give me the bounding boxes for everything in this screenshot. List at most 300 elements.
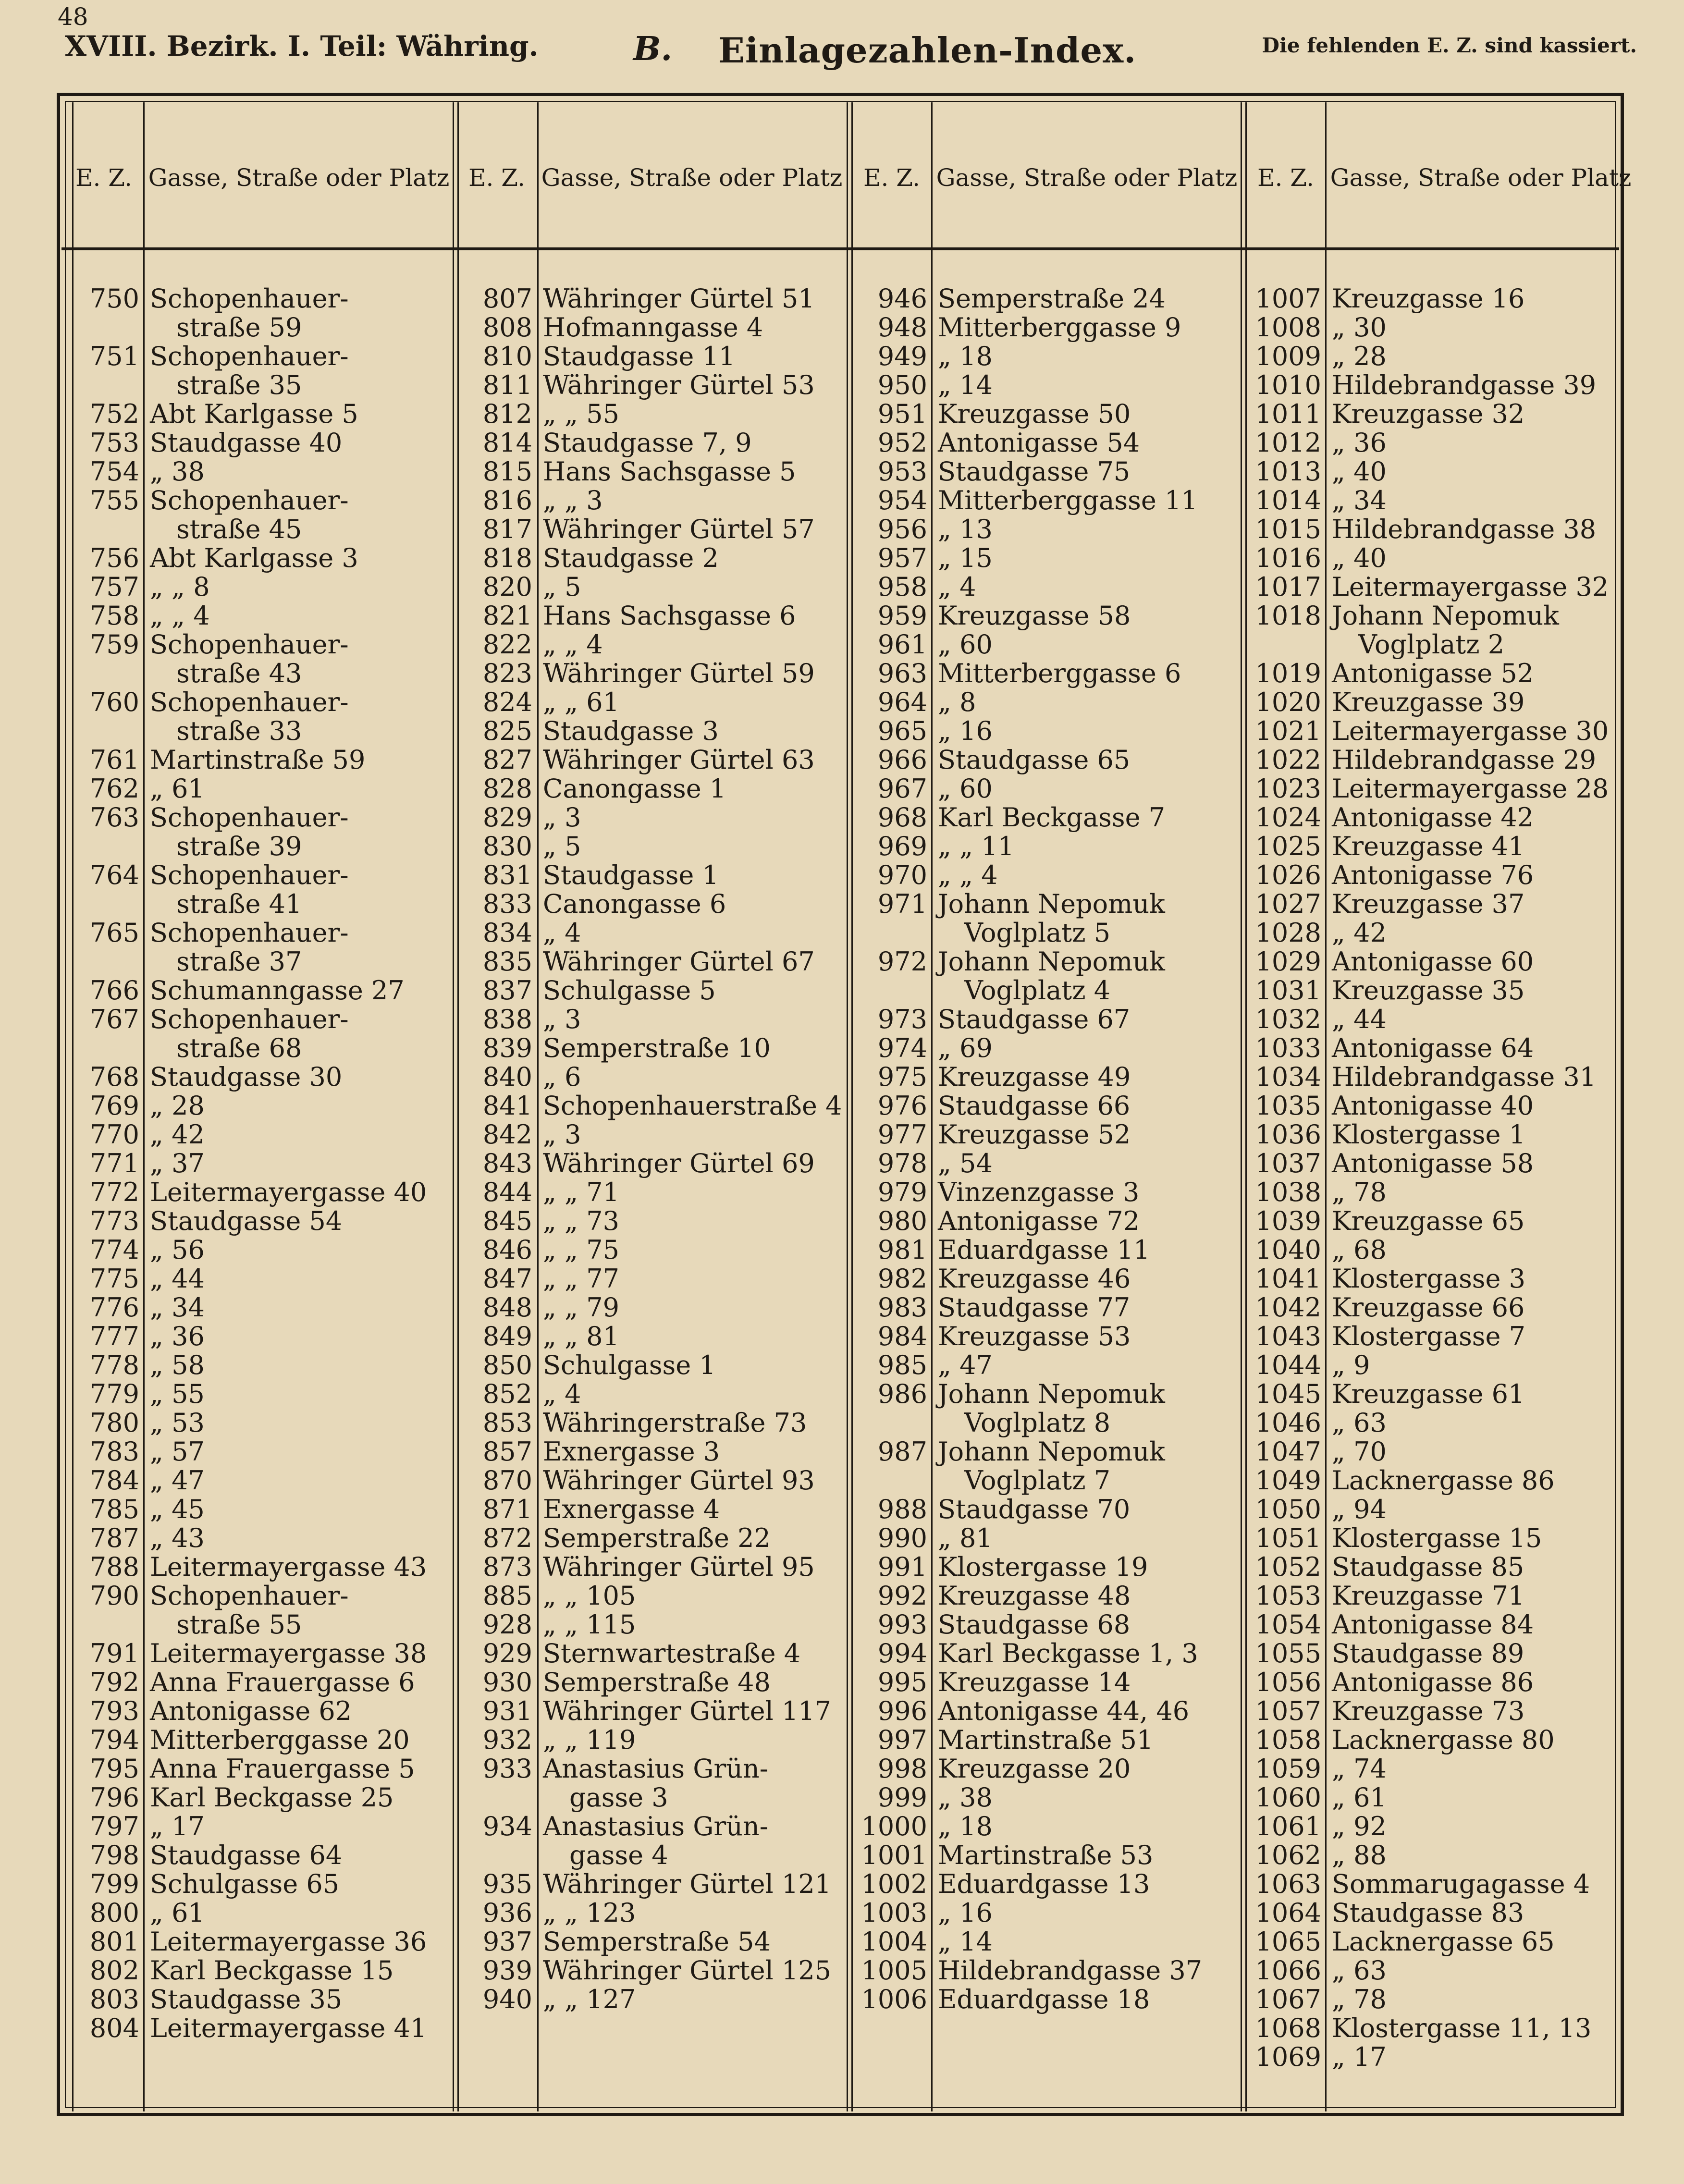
ez-number: 958 — [877, 572, 927, 602]
ez-number: 817 — [482, 514, 532, 544]
street-name: Kreuzgasse 73 — [1332, 1696, 1525, 1726]
column-header-ez: E. Z. — [75, 164, 133, 192]
ez-number: 1009 — [1255, 341, 1321, 371]
street-name: Karl Beckgasse 25 — [150, 1782, 394, 1813]
ez-number: 1053 — [1255, 1581, 1321, 1611]
street-name: Sternwartestraße 4 — [543, 1638, 801, 1669]
street-name: Canongasse 1 — [543, 773, 726, 804]
street-name: Währinger Gürtel 69 — [543, 1148, 815, 1178]
ez-number: 963 — [877, 658, 927, 688]
street-name: gasse 4 — [569, 1840, 668, 1870]
street-name: Klostergasse 15 — [1332, 1523, 1542, 1553]
street-name: Leitermayergasse 28 — [1332, 773, 1609, 804]
street-name: Schopenhauer- — [150, 918, 349, 948]
ez-number: 1024 — [1255, 802, 1321, 833]
ez-number: 1026 — [1255, 860, 1321, 890]
street-name: „ 37 — [150, 1148, 205, 1178]
ez-number: 1010 — [1255, 370, 1321, 400]
street-name: Hildebrandgasse 31 — [1332, 1062, 1597, 1092]
street-name: Staudgasse 77 — [938, 1292, 1131, 1323]
ez-number: 991 — [877, 1552, 927, 1582]
ez-number: 1069 — [1255, 2042, 1321, 2072]
ez-number: 825 — [482, 716, 532, 746]
ez-number: 793 — [89, 1696, 139, 1726]
ez-number: 885 — [482, 1581, 532, 1611]
street-name: „ „ 105 — [543, 1581, 636, 1611]
ez-number: 990 — [877, 1523, 927, 1553]
street-name: Schopenhauer- — [150, 1581, 349, 1611]
street-name: straße 59 — [176, 312, 302, 343]
ez-number: 1052 — [1255, 1552, 1321, 1582]
ez-number: 773 — [89, 1206, 139, 1236]
ez-number: 772 — [89, 1177, 139, 1207]
ez-number: 984 — [877, 1321, 927, 1351]
street-name: Schulgasse 1 — [543, 1350, 716, 1380]
ez-number: 1011 — [1255, 399, 1321, 429]
ez-number: 785 — [89, 1494, 139, 1524]
ez-number: 1032 — [1255, 1004, 1321, 1034]
ez-number: 1055 — [1255, 1638, 1321, 1669]
ez-number: 969 — [877, 831, 927, 861]
street-name: Staudgasse 30 — [150, 1062, 343, 1092]
street-name: Währingerstraße 73 — [543, 1408, 807, 1438]
ez-number: 965 — [877, 716, 927, 746]
ez-number: 1022 — [1255, 745, 1321, 775]
street-name: Kreuzgasse 58 — [938, 601, 1131, 631]
ez-number: 779 — [89, 1379, 139, 1409]
street-name: gasse 3 — [569, 1782, 668, 1813]
ez-number: 1005 — [861, 1955, 927, 1986]
street-name: Voglplatz 7 — [964, 1465, 1111, 1496]
street-name: Leitermayergasse 38 — [150, 1638, 427, 1669]
ez-number: 985 — [877, 1350, 927, 1380]
street-name: „ 16 — [938, 1898, 993, 1928]
street-name: „ 3 — [543, 1004, 581, 1034]
group-rule-a-1 — [453, 102, 454, 2111]
street-name: „ 78 — [1332, 1177, 1387, 1207]
ez-number: 753 — [89, 428, 139, 458]
street-name: „ 44 — [150, 1264, 205, 1294]
street-name: straße 37 — [176, 946, 302, 977]
ez-number: 974 — [877, 1033, 927, 1063]
ez-number: 820 — [482, 572, 532, 602]
ez-number: 981 — [877, 1235, 927, 1265]
ez-number: 1059 — [1255, 1754, 1321, 1784]
street-name: Exnergasse 4 — [543, 1494, 720, 1524]
ez-number: 771 — [89, 1148, 139, 1178]
ez-number: 1057 — [1255, 1696, 1321, 1726]
street-name: Hildebrandgasse 38 — [1332, 514, 1597, 544]
street-name: „ 53 — [150, 1408, 205, 1438]
ez-number: 763 — [89, 802, 139, 833]
street-name: Antonigasse 62 — [150, 1696, 352, 1726]
ez-number: 936 — [482, 1898, 532, 1928]
street-name: „ 63 — [1332, 1408, 1387, 1438]
ez-number — [855, 919, 927, 947]
street-name: Martinstraße 59 — [150, 745, 366, 775]
ez-number: 818 — [482, 543, 532, 573]
ez-number: 1045 — [1255, 1379, 1321, 1409]
ez-number: 1042 — [1255, 1292, 1321, 1323]
ez-number — [460, 1841, 532, 1870]
ez-number: 935 — [482, 1869, 532, 1899]
ez-number: 808 — [482, 312, 532, 343]
street-name: Kreuzgasse 53 — [938, 1321, 1131, 1351]
ez-number: 1001 — [861, 1840, 927, 1870]
ez-column-rule-4 — [1325, 102, 1327, 2111]
ez-number: 961 — [877, 629, 927, 660]
ez-number: 948 — [877, 312, 927, 343]
ez-number: 1062 — [1255, 1840, 1321, 1870]
ez-number: 932 — [482, 1725, 532, 1755]
street-name: straße 68 — [176, 1033, 302, 1063]
ez-number: 1034 — [1255, 1062, 1321, 1092]
ez-number: 833 — [482, 889, 532, 919]
street-name: „ 6 — [543, 1062, 581, 1092]
ez-number: 840 — [482, 1062, 532, 1092]
ez-number: 1039 — [1255, 1206, 1321, 1236]
ez-number: 804 — [89, 2013, 139, 2043]
street-name: Antonigasse 76 — [1332, 860, 1534, 890]
ez-number: 995 — [877, 1667, 927, 1697]
ez-number: 799 — [89, 1869, 139, 1899]
ez-number: 846 — [482, 1235, 532, 1265]
ez-number: 761 — [89, 745, 139, 775]
ez-number: 751 — [89, 341, 139, 371]
street-name: „ 17 — [1332, 2042, 1387, 2072]
street-name: „ 38 — [938, 1782, 993, 1813]
street-name: „ „ 75 — [543, 1235, 619, 1265]
ez-number: 841 — [482, 1091, 532, 1121]
ez-number: 1035 — [1255, 1091, 1321, 1121]
ez-number: 1054 — [1255, 1609, 1321, 1640]
street-name: „ 69 — [938, 1033, 993, 1063]
ez-number: 828 — [482, 773, 532, 804]
street-name: Klostergasse 7 — [1332, 1321, 1525, 1351]
group-rule-b-3 — [1245, 102, 1247, 2111]
ez-number: 1037 — [1255, 1148, 1321, 1178]
street-name: Kreuzgasse 49 — [938, 1062, 1131, 1092]
street-name: Semperstraße 24 — [938, 283, 1166, 314]
street-name: Voglplatz 4 — [964, 975, 1111, 1006]
ez-number: 811 — [482, 370, 532, 400]
ez-number: 873 — [482, 1552, 532, 1582]
ez-number: 968 — [877, 802, 927, 833]
group-rule-b-1 — [457, 102, 459, 2111]
ez-number: 838 — [482, 1004, 532, 1034]
street-name: „ 5 — [543, 831, 581, 861]
ez-number: 839 — [482, 1033, 532, 1063]
ez-number: 1041 — [1255, 1264, 1321, 1294]
ez-number: 784 — [89, 1465, 139, 1496]
ez-number — [67, 890, 139, 919]
ez-number: 1033 — [1255, 1033, 1321, 1063]
street-name: „ 74 — [1332, 1754, 1387, 1784]
ez-number: 1018 — [1255, 601, 1321, 631]
street-name: „ 88 — [1332, 1840, 1387, 1870]
street-name: Antonigasse 58 — [1332, 1148, 1534, 1178]
street-name: „ 68 — [1332, 1235, 1387, 1265]
page-title: Einlagezahlen-Index. — [718, 30, 1137, 71]
street-name: Mitterberggasse 20 — [150, 1725, 410, 1755]
street-name: straße 33 — [176, 716, 302, 746]
ez-number: 758 — [89, 601, 139, 631]
street-name: Canongasse 6 — [543, 889, 726, 919]
ez-number: 807 — [482, 283, 532, 314]
ez-number: 1012 — [1255, 428, 1321, 458]
street-name: Mitterberggasse 6 — [938, 658, 1181, 688]
ez-number: 1065 — [1255, 1926, 1321, 1957]
street-name: Kreuzgasse 61 — [1332, 1379, 1525, 1409]
street-name: „ 14 — [938, 370, 993, 400]
street-name: Schopenhauer- — [150, 802, 349, 833]
ez-number: 824 — [482, 687, 532, 717]
ez-number: 834 — [482, 918, 532, 948]
street-name: Leitermayergasse 40 — [150, 1177, 427, 1207]
ez-number: 928 — [482, 1609, 532, 1640]
street-name: Lacknergasse 86 — [1332, 1465, 1555, 1496]
street-name: Schumanngasse 27 — [150, 975, 405, 1006]
ez-number: 1019 — [1255, 658, 1321, 688]
ez-number: 939 — [482, 1955, 532, 1986]
street-name: Währinger Gürtel 121 — [543, 1869, 832, 1899]
street-name: Kreuzgasse 16 — [1332, 283, 1525, 314]
ez-number: 1004 — [861, 1926, 927, 1957]
ez-number: 1020 — [1255, 687, 1321, 717]
street-name: Staudgasse 64 — [150, 1840, 343, 1870]
ez-number — [67, 1034, 139, 1063]
ez-number: 847 — [482, 1264, 532, 1294]
street-name: Währinger Gürtel 57 — [543, 514, 815, 544]
street-name: Staudgasse 7, 9 — [543, 428, 752, 458]
ez-number: 797 — [89, 1811, 139, 1841]
ez-number: 845 — [482, 1206, 532, 1236]
street-name: Staudgasse 65 — [938, 745, 1131, 775]
column-header-street: Gasse, Straße oder Platz — [148, 164, 450, 192]
street-name: „ „ 71 — [543, 1177, 619, 1207]
street-name: Antonigasse 42 — [1332, 802, 1534, 833]
street-name: „ „ 77 — [543, 1264, 619, 1294]
street-name: „ 30 — [1332, 312, 1387, 343]
street-name: Johann Nepomuk — [938, 946, 1165, 977]
street-name: Staudgasse 3 — [543, 716, 719, 746]
street-name: „ 55 — [150, 1379, 205, 1409]
street-name: Schopenhauer- — [150, 860, 349, 890]
street-name: „ 28 — [150, 1091, 205, 1121]
ez-number: 759 — [89, 629, 139, 660]
street-name: Staudgasse 68 — [938, 1609, 1131, 1640]
street-name: Leitermayergasse 43 — [150, 1552, 427, 1582]
ez-number: 850 — [482, 1350, 532, 1380]
ez-number: 987 — [877, 1436, 927, 1467]
ez-number: 791 — [89, 1638, 139, 1669]
ez-number: 1006 — [861, 1984, 927, 2014]
ez-number: 1063 — [1255, 1869, 1321, 1899]
ez-number: 967 — [877, 773, 927, 804]
ez-number: 996 — [877, 1696, 927, 1726]
street-name: Eduardgasse 11 — [938, 1235, 1150, 1265]
ez-number: 1051 — [1255, 1523, 1321, 1553]
street-name: „ „ 123 — [543, 1898, 636, 1928]
street-name: „ 4 — [938, 572, 976, 602]
street-name: „ „ 55 — [543, 399, 619, 429]
ez-number: 831 — [482, 860, 532, 890]
street-name: Kreuzgasse 65 — [1332, 1206, 1525, 1236]
ez-number: 1058 — [1255, 1725, 1321, 1755]
ez-number: 1015 — [1255, 514, 1321, 544]
street-name: Antonigasse 86 — [1332, 1667, 1534, 1697]
column-header-street: Gasse, Straße oder Platz — [936, 164, 1238, 192]
ez-number: 780 — [89, 1408, 139, 1438]
street-name: „ „ 115 — [543, 1609, 636, 1640]
street-name: Antonigasse 54 — [938, 428, 1140, 458]
street-name: „ 34 — [1332, 485, 1387, 515]
ez-number: 954 — [877, 485, 927, 515]
street-name: „ 3 — [543, 1119, 581, 1150]
ez-number: 988 — [877, 1494, 927, 1524]
ez-number — [460, 1783, 532, 1812]
ez-number: 750 — [89, 283, 139, 314]
street-name: Kreuzgasse 41 — [1332, 831, 1525, 861]
ez-number: 1003 — [861, 1898, 927, 1928]
street-name: Anna Frauergasse 5 — [150, 1754, 415, 1784]
ez-number: 1028 — [1255, 918, 1321, 948]
street-name: „ 94 — [1332, 1494, 1387, 1524]
street-name: „ 43 — [150, 1523, 205, 1553]
ez-number: 953 — [877, 456, 927, 487]
street-name: straße 55 — [176, 1609, 302, 1640]
street-name: „ 81 — [938, 1523, 993, 1553]
street-name: straße 45 — [176, 514, 302, 544]
street-name: Kreuzgasse 39 — [1332, 687, 1525, 717]
ez-number: 821 — [482, 601, 532, 631]
street-name: Mitterberggasse 11 — [938, 485, 1198, 515]
street-name: Kreuzgasse 32 — [1332, 399, 1525, 429]
ez-number: 1008 — [1255, 312, 1321, 343]
street-name: „ 42 — [150, 1119, 205, 1150]
ez-number: 994 — [877, 1638, 927, 1669]
ez-number: 1043 — [1255, 1321, 1321, 1351]
street-name: „ 13 — [938, 514, 993, 544]
ez-number: 957 — [877, 543, 927, 573]
street-name: Kreuzgasse 48 — [938, 1581, 1131, 1611]
ez-number — [67, 515, 139, 544]
street-name: Kreuzgasse 14 — [938, 1667, 1131, 1697]
ez-number: 1067 — [1255, 1984, 1321, 2014]
street-name: Karl Beckgasse 15 — [150, 1955, 394, 1986]
ez-number: 823 — [482, 658, 532, 688]
street-name: Staudgasse 70 — [938, 1494, 1131, 1524]
ez-number: 970 — [877, 860, 927, 890]
ez-number: 993 — [877, 1609, 927, 1640]
ez-number: 760 — [89, 687, 139, 717]
street-name: „ 61 — [150, 773, 205, 804]
street-name: Hans Sachsgasse 6 — [543, 601, 796, 631]
street-name: „ 18 — [938, 341, 993, 371]
ez-number: 765 — [89, 918, 139, 948]
ez-number: 983 — [877, 1292, 927, 1323]
ez-number — [67, 1610, 139, 1639]
street-name: Staudgasse 85 — [1332, 1552, 1524, 1582]
street-name: Antonigasse 64 — [1332, 1033, 1534, 1063]
street-name: Staudgasse 2 — [543, 543, 719, 573]
ez-number: 762 — [89, 773, 139, 804]
ez-number: 950 — [877, 370, 927, 400]
street-name: „ „ 81 — [543, 1321, 619, 1351]
ez-number: 940 — [482, 1984, 532, 2014]
street-name: „ 36 — [150, 1321, 205, 1351]
column-header-ez: E. Z. — [468, 164, 526, 192]
street-name: Kreuzgasse 46 — [938, 1264, 1131, 1294]
ez-number: 788 — [89, 1552, 139, 1582]
street-name: Währinger Gürtel 67 — [543, 946, 815, 977]
ez-number: 1025 — [1255, 831, 1321, 861]
street-name: „ 3 — [543, 802, 581, 833]
ez-number: 933 — [482, 1754, 532, 1784]
street-name: Vinzenzgasse 3 — [938, 1177, 1140, 1207]
ez-number: 999 — [877, 1782, 927, 1813]
street-name: „ 47 — [150, 1465, 205, 1496]
street-name: Hofmanngasse 4 — [543, 312, 763, 343]
ez-number: 756 — [89, 543, 139, 573]
ez-number: 800 — [89, 1898, 139, 1928]
street-name: Hans Sachsgasse 5 — [543, 456, 796, 487]
ez-number: 1038 — [1255, 1177, 1321, 1207]
street-name: Exnergasse 3 — [543, 1436, 720, 1467]
street-name: straße 43 — [176, 658, 302, 688]
ez-number: 1049 — [1255, 1465, 1321, 1496]
ez-number: 835 — [482, 946, 532, 977]
street-name: Johann Nepomuk — [1332, 601, 1559, 631]
page-number: 48 — [58, 3, 88, 31]
street-name: Währinger Gürtel 95 — [543, 1552, 815, 1582]
street-name: Voglplatz 5 — [964, 918, 1111, 948]
ez-number: 930 — [482, 1667, 532, 1697]
ez-number: 795 — [89, 1754, 139, 1784]
ez-number: 844 — [482, 1177, 532, 1207]
street-name: Antonigasse 44, 46 — [938, 1696, 1190, 1726]
ez-number — [855, 1409, 927, 1437]
ez-number: 853 — [482, 1408, 532, 1438]
street-name: „ „ 127 — [543, 1984, 636, 2014]
street-name: straße 39 — [176, 831, 302, 861]
street-name: „ „ 4 — [938, 860, 998, 890]
ez-number: 1017 — [1255, 572, 1321, 602]
street-name: Währinger Gürtel 51 — [543, 283, 815, 314]
ez-number: 973 — [877, 1004, 927, 1034]
street-name: „ 9 — [1332, 1350, 1370, 1380]
ez-number: 946 — [877, 283, 927, 314]
street-name: straße 35 — [176, 370, 302, 400]
street-name: Voglplatz 8 — [964, 1408, 1111, 1438]
street-name: „ 15 — [938, 543, 993, 573]
ez-number: 783 — [89, 1436, 139, 1467]
ez-number: 1014 — [1255, 485, 1321, 515]
street-name: Antonigasse 60 — [1332, 946, 1534, 977]
street-name: Schopenhauer- — [150, 283, 349, 314]
street-name: Kreuzgasse 37 — [1332, 889, 1525, 919]
street-name: „ 63 — [1332, 1955, 1387, 1986]
street-name: „ 44 — [1332, 1004, 1387, 1034]
ez-number: 777 — [89, 1321, 139, 1351]
street-name: Schulgasse 65 — [150, 1869, 340, 1899]
column-header-ez: E. Z. — [1257, 164, 1315, 192]
ez-number: 803 — [89, 1984, 139, 2014]
ez-number: 1040 — [1255, 1235, 1321, 1265]
street-name: Klostergasse 19 — [938, 1552, 1148, 1582]
ez-number: 794 — [89, 1725, 139, 1755]
street-name: Anna Frauergasse 6 — [150, 1667, 415, 1697]
